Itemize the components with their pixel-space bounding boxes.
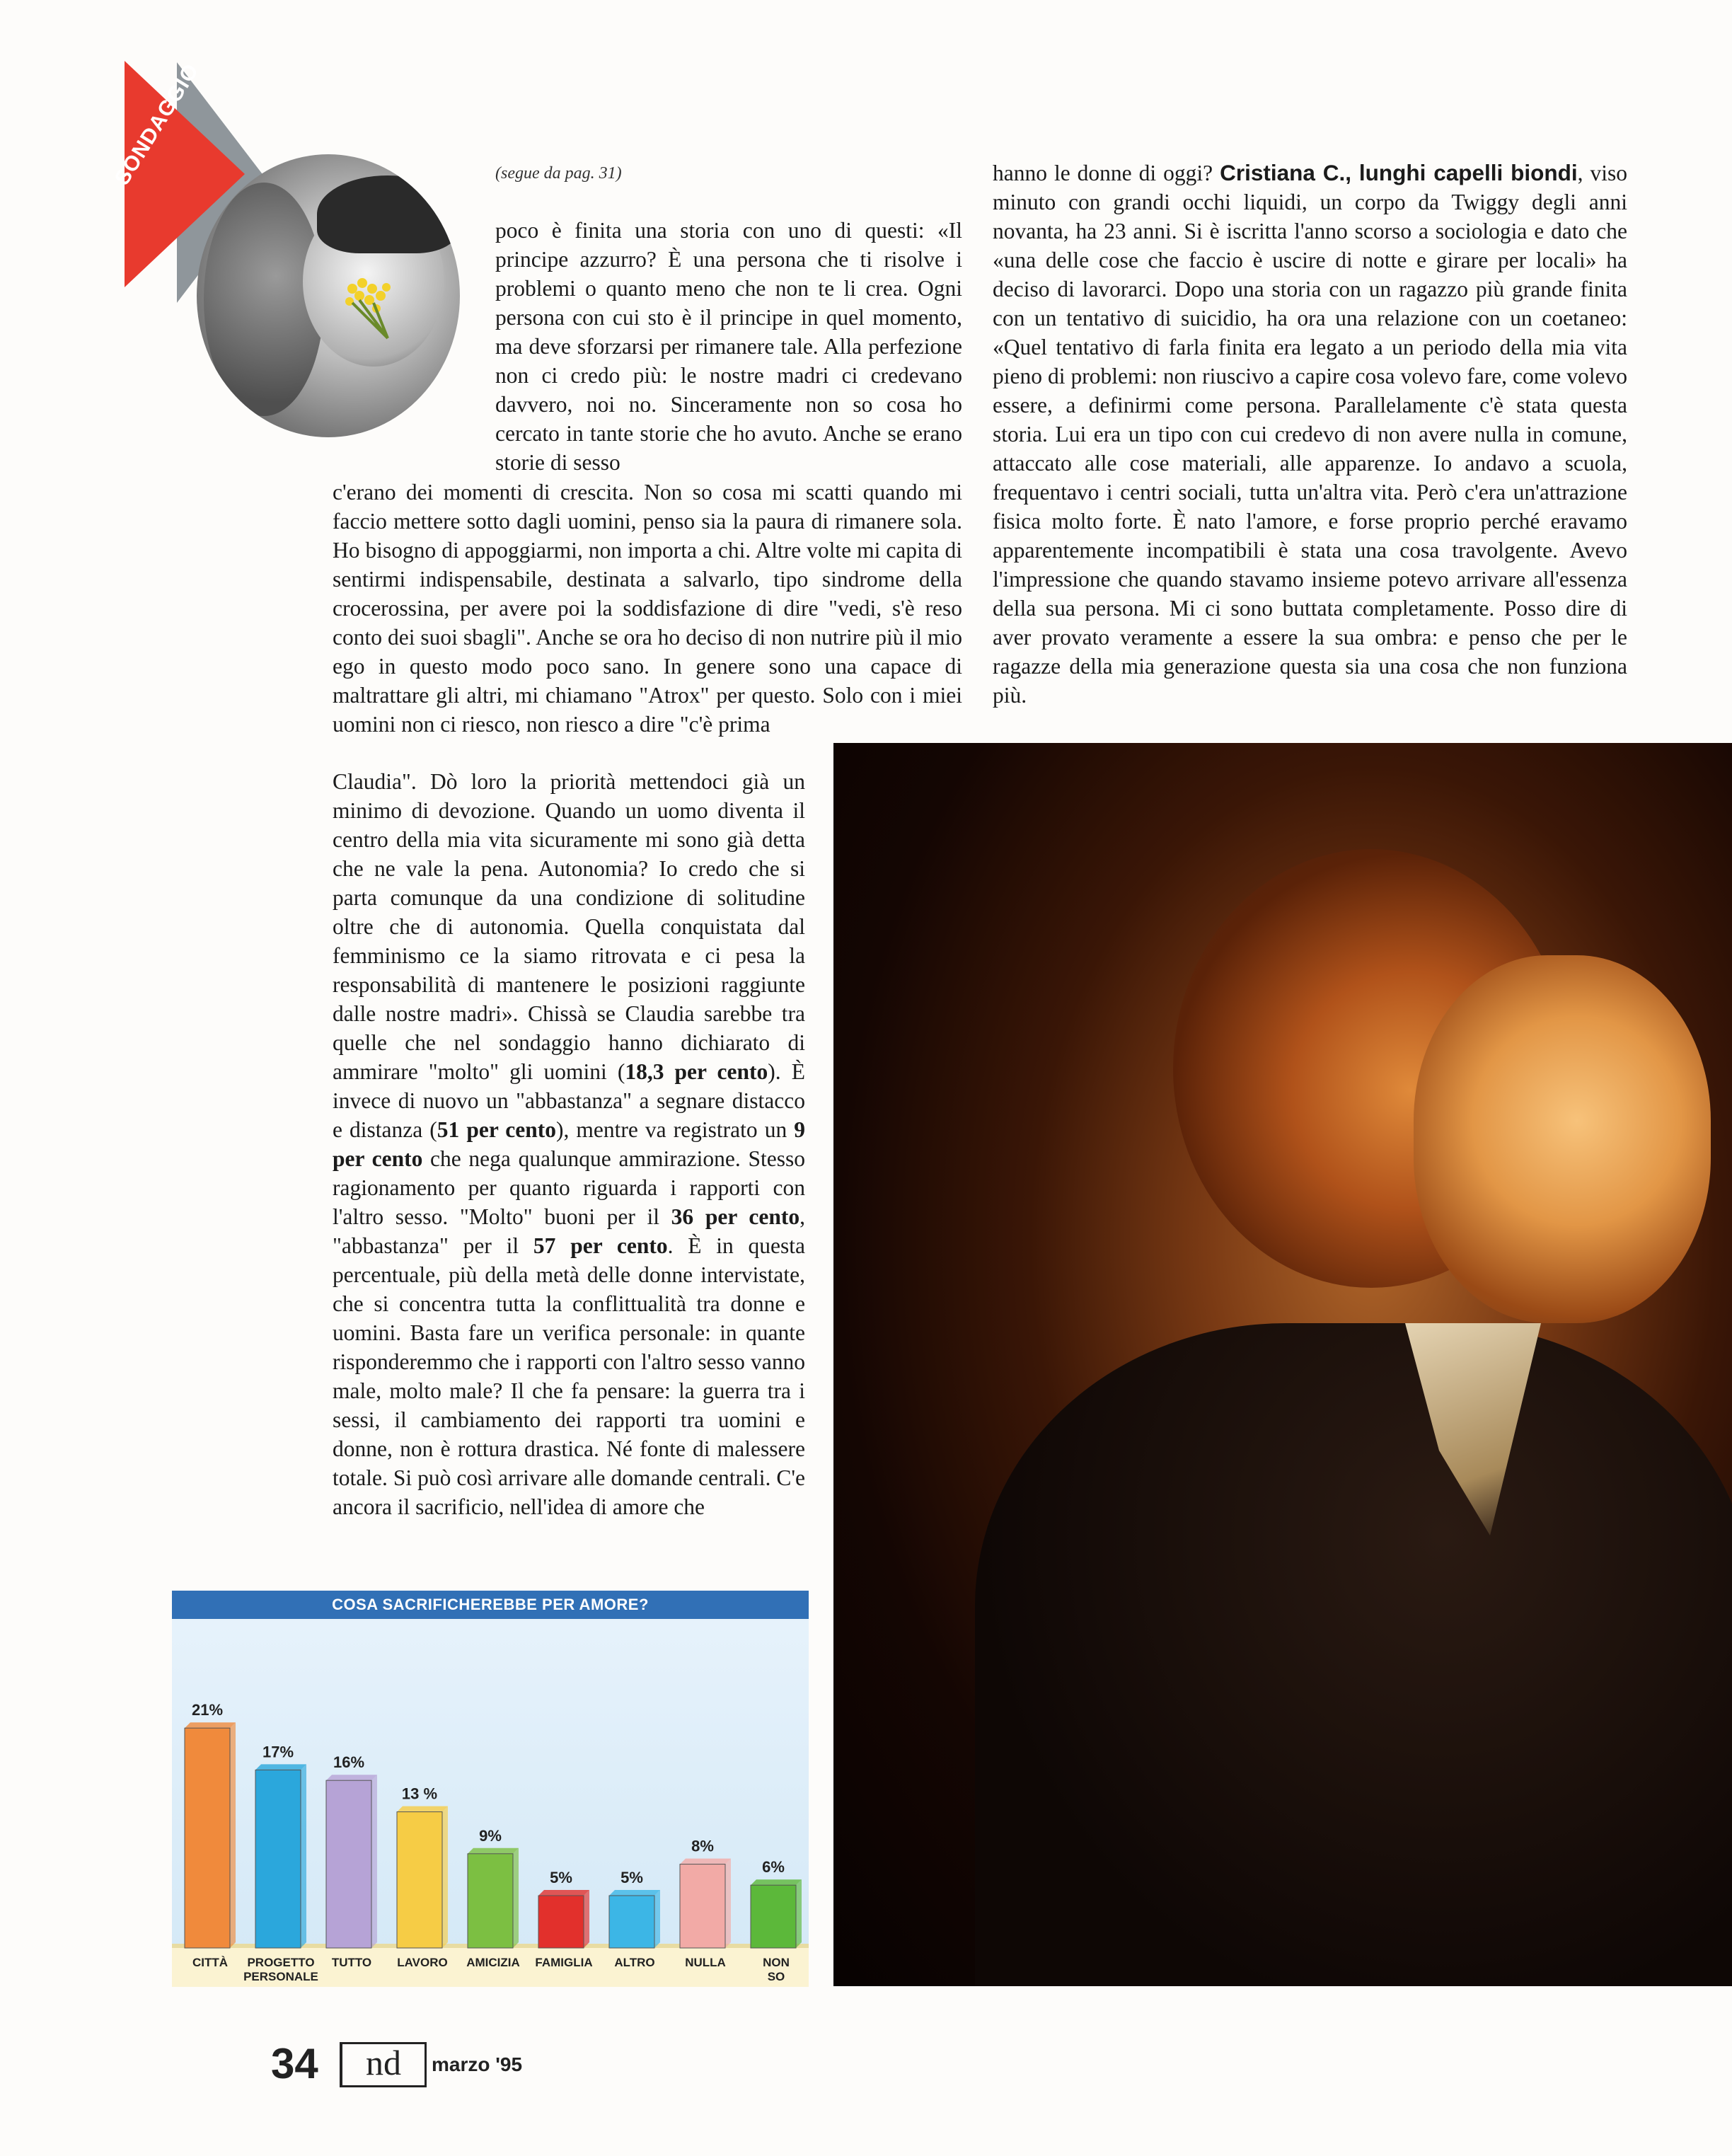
category-label: SO — [767, 1970, 785, 1983]
magazine-logo: nd — [340, 2042, 427, 2087]
bar-side — [584, 1890, 589, 1948]
category-label: PERSONALE — [243, 1970, 318, 1983]
bar — [468, 1854, 513, 1948]
bar — [680, 1864, 725, 1948]
bar-side — [513, 1848, 519, 1948]
bar-side — [442, 1806, 448, 1948]
category-label: FAMIGLIA — [535, 1956, 593, 1969]
category-label: ALTRO — [614, 1956, 655, 1969]
bar-side — [301, 1764, 306, 1948]
category-label: PROGETTO — [247, 1956, 315, 1969]
category-label: NULLA — [685, 1956, 726, 1969]
article-left-paragraph-3: Claudia". Dò loro la priorità mettendoci già un minimo di devozione. Quando un uomo diventa il centro della mia vita sicuramente mi sono già detta che ne vale la pena. Autonomia? Io credo che si parta comunque da una condizione di solitudine oltre che di autonomia. Quella conquistata dal femminismo ce la siamo ritrovata e ci pesa la responsabilità di mantenere le posizioni raggiunte dalle nostre madri». Chissà se Claudia sarebbe tra quelle che nel sondaggio hanno dichiarato di ammirare "molto" gli uomini (18,3 per cento). È invece di nuovo un "abbastanza" a segnare distacco e distanza (51 per cento), mentre va registrato un 9 per cento che nega qualunque ammirazione. Stesso ragionamento per quanto riguarda i rapporti con l'altro sesso. "Molto" buoni per il 36 per cento, "abbastanza" per il 57 per cento. È in questa percentuale, più della metà delle donne intervistate, che si concentra tutta la conflittualità tra donne e uomini. Basta fare un verifica personale: in quante risponderemmo che i rapporti con l'altro sesso vanno male, molto male? Il che fa pensare: la guerra tra i sessi, il cambiamento dei rapporti tra uomini e donne, non è rottura drastica. Né fonte di malessere totale. Si può così arrivare alle domande centrali. C'e ancora il sacrificio, nell'idea di amore che — [333, 769, 806, 1519]
bar-top — [538, 1890, 589, 1896]
bar — [751, 1885, 796, 1948]
bar-value-label: 9% — [479, 1826, 502, 1845]
stat-admire-none: 9 per cento — [333, 1117, 805, 1171]
bar-value-label: 5% — [620, 1869, 643, 1886]
category-label: TUTTO — [331, 1956, 372, 1969]
bar-top — [185, 1722, 236, 1728]
bar-value-label: 17% — [262, 1743, 294, 1761]
interviewee-name: Cristiana C., lunghi capelli biondi — [1220, 160, 1578, 185]
article-left-paragraph-2: c'erano dei momenti di crescita. Non so cosa mi scatti quando mi faccio mettere sotto dagli uomini, penso sia la paura di rimanere sola. Ho bisogno di appoggiarmi, non importa a chi. Altre volte mi capita di sentirmi indispensabile, destinata a salvarlo, tipo sindrome della crocerossina, per avere poi la soddisfazione di dire "vedi, s'è reso conto dei suoi sbagli". Anche se ora ho deciso di non nutrire più il mio ego in questo modo poco sano. In genere sono una capace di maltrattare gli altri, mi chiamano "Atrox" per questo. Solo con i miei uomini non ci riesco, non riesco a dire "c'è prima — [333, 480, 962, 737]
bar-top — [326, 1775, 377, 1780]
article-left-paragraph-1: poco è finita una storia con uno di questi: «Il principe azzurro? È una persona che ti risolve i problemi o quanto meno che non te li crea. Ogni persona con cui sto è il principe in quel momento, ma deve sforzarsi per rimanere tale. Alla perfezione non ci credo più: le nostre madri ci credevano davvero, noi no. Sinceramente non so cosa ho cercato in tante storie che ho avuto. Anche se erano storie di sesso — [495, 218, 962, 475]
section-rubric: SONDAGGIO — [110, 59, 204, 190]
bar-side — [371, 1775, 377, 1948]
bar-value-label: 13 % — [401, 1785, 438, 1803]
bar — [255, 1770, 301, 1948]
article-right-paragraph: hanno le donne di oggi? Cristiana C., lunghi capelli biondi, viso minuto con grandi occhi liquidi, un corpo da Twiggy degli anni novanta, ha 23 anni. Si è iscritta l'anno scorso a sociologia e dato che «una delle cose che faccio è uscire di notte e girare per locali» ha deciso di lavorarci. Dopo una storia con un ragazzo più grande finita con un tentativo di suicidio, ha ora una relazione con un coetaneo: «Quel tentativo di farla finita era legato a un periodo della mia vita pieno di problemi: non riuscivo a capire cosa volevo fare, come volevo essere, a definirmi come persona. Parallelamente c'è stata questa storia. Lui era un tipo con cui credevo di non avere nulla in comune, attaccato alle cose materiali, alle apparenze. Io andavo a scuola, frequentavo i centri sociali, tutta un'altra vita. Però c'era un'attrazione fisica molto forte. È nato l'amore, e forse proprio perché eravamo apparentemente incompatibili è stata una cosa travolgente. Avevo l'impressione che quando stavamo insieme potevo arrivare all'essenza della sua persona. Mi ci sono buttata completamente. Posso dire di aver provato veramente a essere la sua ombra: e penso che per le ragazze della mia generazione questa sia una cosa che non funziona più. — [993, 160, 1627, 708]
stat-admire-much: 18,3 per cento — [625, 1059, 768, 1084]
mimosa-flower-icon — [331, 267, 416, 352]
circular-couple-photo — [197, 154, 460, 437]
page-number: 34 — [271, 2040, 318, 2087]
bar-value-label: 8% — [691, 1837, 714, 1855]
bar-top — [609, 1890, 660, 1896]
stat-relations-good: 36 per cento — [671, 1204, 800, 1229]
bar-side — [654, 1890, 660, 1948]
bar — [538, 1896, 584, 1948]
bar — [185, 1728, 230, 1948]
sacrifice-bar-chart — [172, 1591, 809, 1987]
bar-top — [255, 1764, 306, 1770]
bar-side — [796, 1879, 802, 1948]
category-label: LAVORO — [397, 1956, 448, 1969]
issue-date: marzo '95 — [432, 2053, 523, 2075]
bar-top — [751, 1879, 802, 1885]
bar — [609, 1896, 654, 1948]
bar-value-label: 21% — [191, 1701, 224, 1719]
woman-portrait-photo — [833, 743, 1732, 1986]
chart-title: COSA SACRIFICHEREBBE PER AMORE? — [172, 1591, 809, 1619]
bar-side — [725, 1859, 731, 1948]
bar-side — [230, 1722, 236, 1948]
category-label: AMICIZIA — [466, 1956, 520, 1969]
continued-from-note: (segue da pag. 31) — [495, 164, 622, 183]
chart-plot — [172, 1619, 809, 1987]
stat-relations-enough: 57 per cento — [533, 1233, 668, 1258]
bar-top — [680, 1859, 731, 1864]
bar-value-label: 16% — [333, 1753, 365, 1772]
category-label: NON — [763, 1956, 790, 1969]
bar — [397, 1812, 442, 1948]
stat-admire-enough: 51 per cento — [437, 1117, 557, 1142]
bar-value-label: 5% — [550, 1869, 572, 1886]
category-label: CITTÀ — [192, 1956, 229, 1969]
bar-value-label: 6% — [762, 1858, 785, 1877]
bar-top — [397, 1806, 448, 1812]
bar-top — [468, 1848, 519, 1854]
bar — [326, 1780, 371, 1948]
